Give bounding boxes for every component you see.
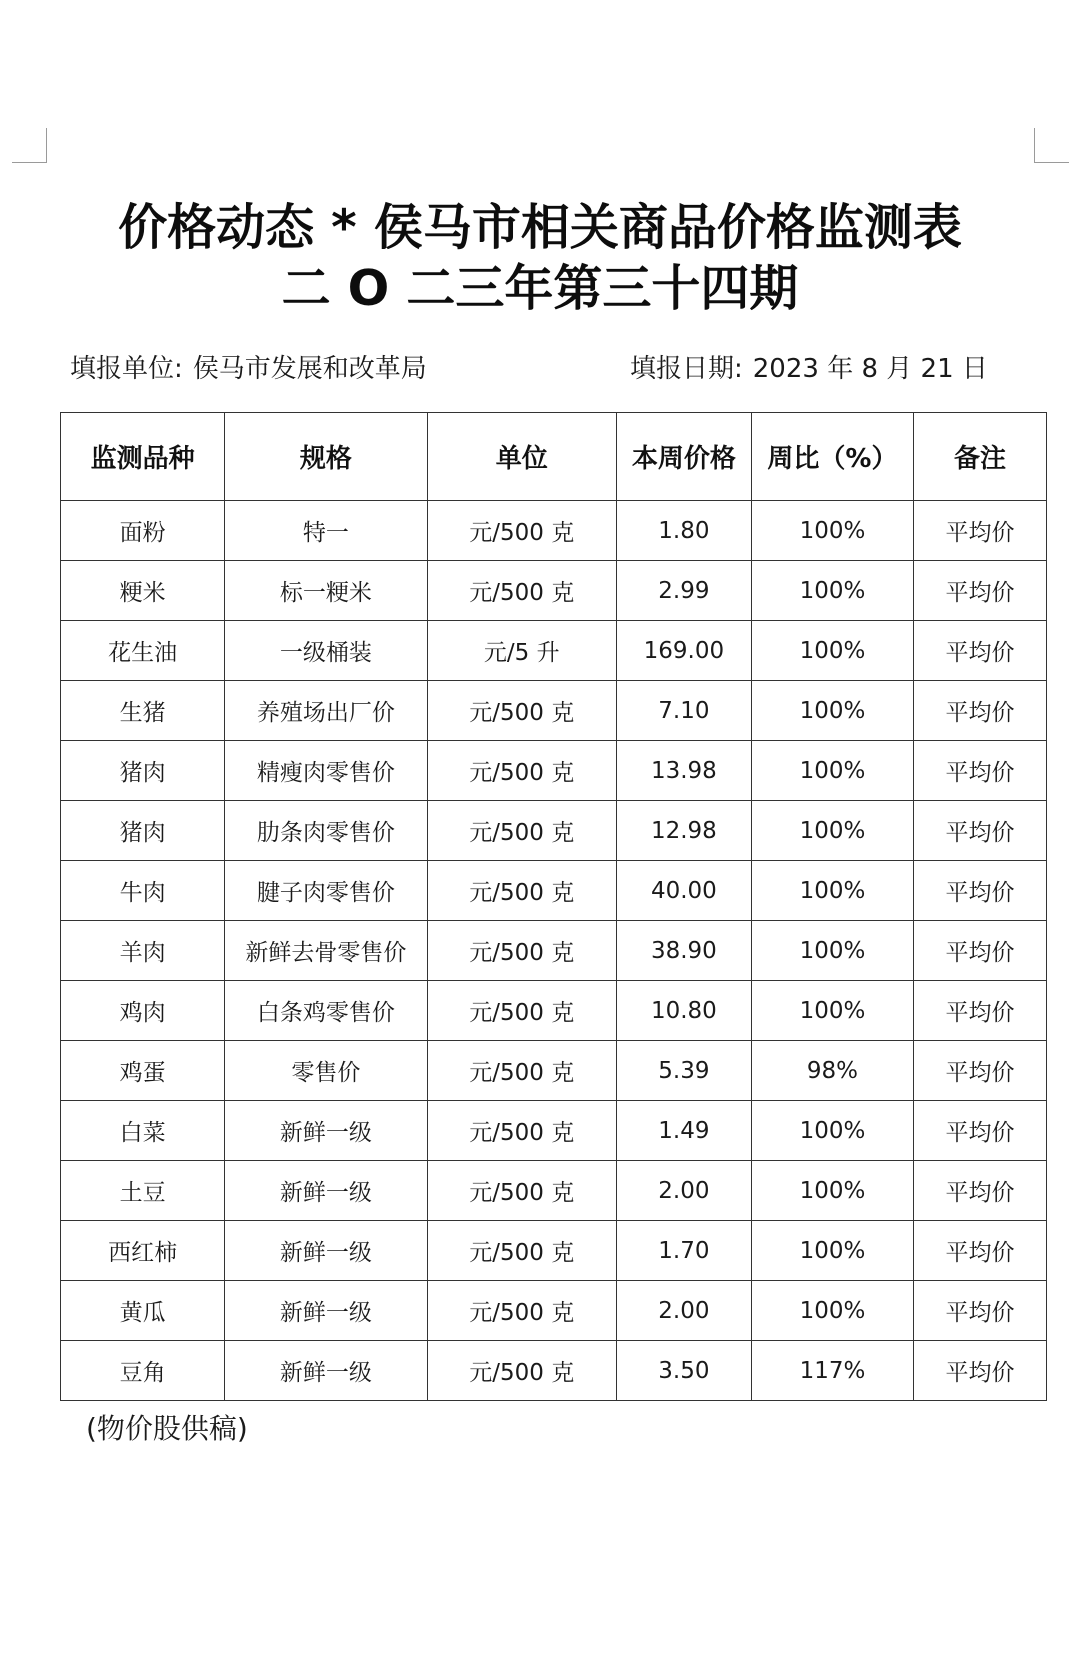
cell-note: 平均价 — [914, 1221, 1047, 1281]
cell-price: 3.50 — [616, 1341, 751, 1401]
column-header: 监测品种 — [61, 413, 225, 501]
cell-item: 面粉 — [61, 501, 225, 561]
cell-item: 粳米 — [61, 561, 225, 621]
table-row — [61, 501, 1047, 561]
table-row — [61, 1041, 1047, 1101]
cell-unit: 元/500 克 — [427, 741, 616, 801]
cell-spec: 标一粳米 — [225, 561, 427, 621]
cell-price: 1.49 — [616, 1101, 751, 1161]
cell-note: 平均价 — [914, 1161, 1047, 1221]
cell-week-ratio: 100% — [751, 561, 913, 621]
cell-note: 平均价 — [914, 1101, 1047, 1161]
filer-info — [70, 353, 427, 385]
table-row — [61, 681, 1047, 741]
table-row — [61, 1161, 1047, 1221]
cell-spec: 零售价 — [225, 1041, 427, 1101]
cell-note: 平均价 — [914, 681, 1047, 741]
cell-price: 5.39 — [616, 1041, 751, 1101]
table-row — [61, 1101, 1047, 1161]
price-table — [60, 412, 1047, 1401]
cell-spec: 白条鸡零售价 — [225, 981, 427, 1041]
cell-spec: 新鲜一级 — [225, 1161, 427, 1221]
cell-note: 平均价 — [914, 501, 1047, 561]
cell-note: 平均价 — [914, 741, 1047, 801]
cell-week-ratio: 100% — [751, 921, 913, 981]
cell-note: 平均价 — [914, 621, 1047, 681]
cell-unit: 元/500 克 — [427, 1041, 616, 1101]
cell-spec: 腱子肉零售价 — [225, 861, 427, 921]
cell-price: 38.90 — [616, 921, 751, 981]
cell-item: 西红柿 — [61, 1221, 225, 1281]
table-row — [61, 801, 1047, 861]
cell-spec: 养殖场出厂价 — [225, 681, 427, 741]
crop-mark-right — [1034, 128, 1069, 163]
cell-price: 12.98 — [616, 801, 751, 861]
filer-label: 填报单位: — [70, 354, 183, 384]
source-note: (物价股供稿) — [86, 1412, 248, 1445]
column-header: 单位 — [427, 413, 616, 501]
document-title: 价格动态 * 侯马市相关商品价格监测表 — [118, 199, 962, 256]
table-row — [61, 1281, 1047, 1341]
cell-unit: 元/500 克 — [427, 1161, 616, 1221]
crop-mark-left — [12, 128, 47, 163]
column-header: 周比（%） — [751, 413, 913, 501]
cell-note: 平均价 — [914, 1281, 1047, 1341]
cell-price: 2.00 — [616, 1281, 751, 1341]
cell-week-ratio: 100% — [751, 801, 913, 861]
table-row — [61, 981, 1047, 1041]
cell-item: 鸡肉 — [61, 981, 225, 1041]
cell-note: 平均价 — [914, 861, 1047, 921]
cell-week-ratio: 100% — [751, 861, 913, 921]
table-row — [61, 1221, 1047, 1281]
cell-week-ratio: 100% — [751, 741, 913, 801]
table-row — [61, 621, 1047, 681]
cell-week-ratio: 100% — [751, 1101, 913, 1161]
column-header: 本周价格 — [616, 413, 751, 501]
cell-note: 平均价 — [914, 921, 1047, 981]
cell-item: 羊肉 — [61, 921, 225, 981]
cell-week-ratio: 100% — [751, 501, 913, 561]
cell-note: 平均价 — [914, 1041, 1047, 1101]
cell-price: 10.80 — [616, 981, 751, 1041]
cell-price: 1.70 — [616, 1221, 751, 1281]
date-label: 填报日期: — [630, 354, 743, 384]
cell-unit: 元/500 克 — [427, 1101, 616, 1161]
cell-price: 13.98 — [616, 741, 751, 801]
table-row — [61, 561, 1047, 621]
cell-week-ratio: 100% — [751, 1221, 913, 1281]
cell-item: 生猪 — [61, 681, 225, 741]
cell-spec: 精瘦肉零售价 — [225, 741, 427, 801]
table-row — [61, 1341, 1047, 1401]
cell-week-ratio: 100% — [751, 621, 913, 681]
cell-item: 土豆 — [61, 1161, 225, 1221]
cell-spec: 新鲜一级 — [225, 1221, 427, 1281]
cell-note: 平均价 — [914, 1341, 1047, 1401]
cell-item: 黄瓜 — [61, 1281, 225, 1341]
cell-item: 豆角 — [61, 1341, 225, 1401]
cell-price: 2.99 — [616, 561, 751, 621]
cell-item: 猪肉 — [61, 741, 225, 801]
cell-unit: 元/500 克 — [427, 1281, 616, 1341]
cell-unit: 元/500 克 — [427, 861, 616, 921]
cell-spec: 特一 — [225, 501, 427, 561]
cell-price: 7.10 — [616, 681, 751, 741]
cell-week-ratio: 117% — [751, 1341, 913, 1401]
cell-spec: 肋条肉零售价 — [225, 801, 427, 861]
column-header: 规格 — [225, 413, 427, 501]
column-header: 备注 — [914, 413, 1047, 501]
cell-unit: 元/500 克 — [427, 681, 616, 741]
table-body — [61, 501, 1047, 1401]
cell-item: 鸡蛋 — [61, 1041, 225, 1101]
date-value: 2023 年 8 月 21 日 — [752, 354, 988, 384]
cell-unit: 元/500 克 — [427, 561, 616, 621]
cell-week-ratio: 100% — [751, 681, 913, 741]
cell-week-ratio: 100% — [751, 1161, 913, 1221]
cell-price: 2.00 — [616, 1161, 751, 1221]
cell-price: 169.00 — [616, 621, 751, 681]
cell-week-ratio: 100% — [751, 1281, 913, 1341]
filer-value: 侯马市发展和改革局 — [192, 354, 427, 384]
cell-spec: 新鲜一级 — [225, 1281, 427, 1341]
cell-unit: 元/500 克 — [427, 1221, 616, 1281]
cell-week-ratio: 98% — [751, 1041, 913, 1101]
cell-note: 平均价 — [914, 561, 1047, 621]
table-row — [61, 741, 1047, 801]
date-info — [630, 353, 988, 385]
cell-note: 平均价 — [914, 981, 1047, 1041]
cell-unit: 元/5 升 — [427, 621, 616, 681]
table-header-row — [61, 413, 1047, 501]
cell-unit: 元/500 克 — [427, 1341, 616, 1401]
cell-unit: 元/500 克 — [427, 801, 616, 861]
cell-spec: 新鲜去骨零售价 — [225, 921, 427, 981]
cell-price: 40.00 — [616, 861, 751, 921]
cell-unit: 元/500 克 — [427, 981, 616, 1041]
cell-spec: 一级桶装 — [225, 621, 427, 681]
cell-unit: 元/500 克 — [427, 921, 616, 981]
cell-item: 猪肉 — [61, 801, 225, 861]
cell-price: 1.80 — [616, 501, 751, 561]
cell-item: 花生油 — [61, 621, 225, 681]
cell-unit: 元/500 克 — [427, 501, 616, 561]
cell-item: 牛肉 — [61, 861, 225, 921]
document-issue: 二 O 二三年第三十四期 — [281, 260, 799, 317]
cell-spec: 新鲜一级 — [225, 1341, 427, 1401]
cell-spec: 新鲜一级 — [225, 1101, 427, 1161]
table-row — [61, 861, 1047, 921]
cell-note: 平均价 — [914, 801, 1047, 861]
cell-item: 白菜 — [61, 1101, 225, 1161]
cell-week-ratio: 100% — [751, 981, 913, 1041]
table-row — [61, 921, 1047, 981]
